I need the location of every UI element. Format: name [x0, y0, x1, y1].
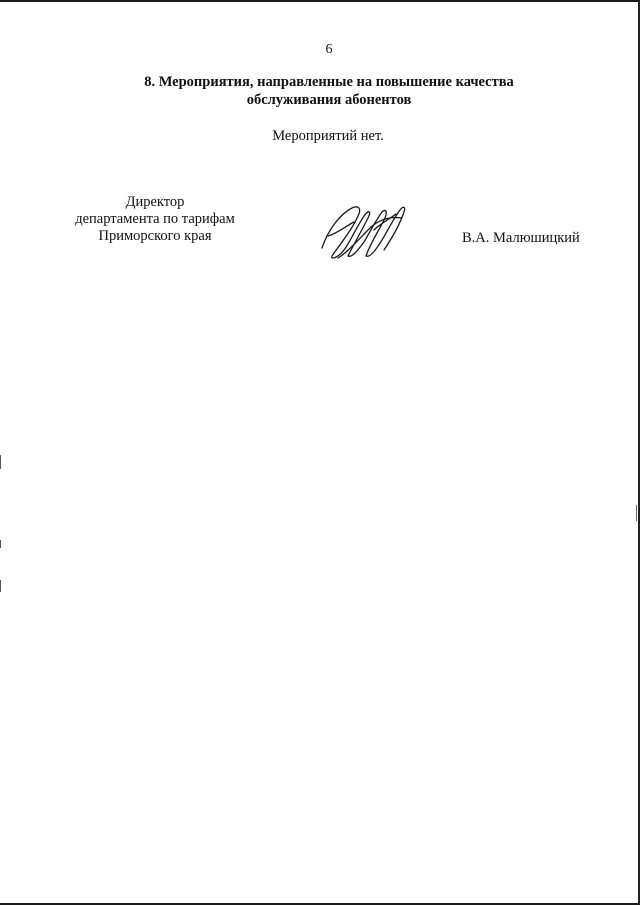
scan-mark-left [0, 455, 1, 469]
page-number: 6 [325, 42, 333, 57]
signatory-position [55, 194, 255, 245]
scan-mark-left [0, 580, 1, 592]
section-title-line: 8. Мероприятия, направленные на повышение качества [144, 74, 514, 90]
section-body-text: Мероприятий нет. [272, 128, 384, 144]
handwritten-signature [318, 200, 410, 262]
signer-name: В.А. Малюшицкий [462, 230, 580, 246]
position-line: Директор [125, 194, 185, 210]
section-title-line: обслуживания абонентов [246, 92, 412, 108]
position-line: департамента по тарифам [75, 211, 235, 227]
position-line: Приморского края [98, 228, 212, 244]
section-title [0, 73, 640, 109]
scan-edge-top [0, 0, 640, 2]
scan-mark-right [636, 505, 637, 521]
scan-mark-left [0, 540, 1, 548]
